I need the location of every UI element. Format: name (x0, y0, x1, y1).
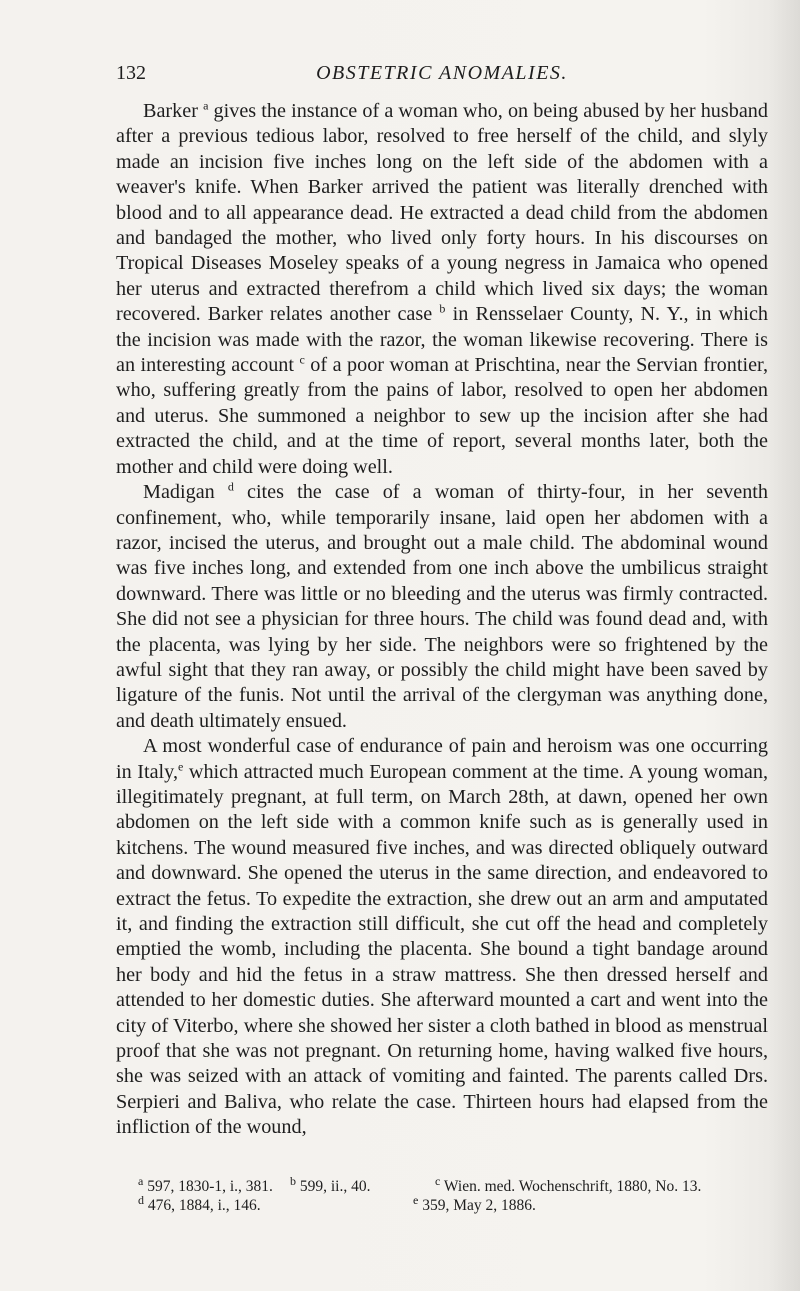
body-text (116, 99, 768, 1141)
footnote-row (116, 1173, 768, 1196)
footnote-text: 599, ii., 40. (296, 1178, 371, 1195)
footnote-e (413, 1192, 768, 1215)
paragraph (116, 480, 768, 734)
footnote-text: Wien. med. Wochenschrift, 1880, No. 13. (440, 1178, 702, 1195)
text-run: A most wonderful case of endurance of pain and heroism was one occurring in Italy, (116, 735, 768, 783)
text-run: which attracted much European comment at the time. A young woman, illegitimately pregnant, at full term, on March 28th, at dawn, opened her own abdomen on the left side with a common knife such as is generally used in kitchens. The wound measured five inches, and was directed obliquely outward and downward. She opened the uterus in the same direction, and endeavored to extract the fetus. To expedite the extraction, she drew out an arm and amputated it, and finding the extraction still difficult, she cut off the head and completely emptied the womb, including the placenta. She bound a tight bandage around her body and hid the fetus in a straw mattress. She then dressed herself and attended to her domestic duties. She afterward mounted a cart and went into the city of Viterbo, where she showed her sister a cloth bathed in blood as menstrual proof that she was not pregnant. On returning home, having walked five hours, she was seized with an attack of vomiting and fainted. The parents called Drs. Serpieri and Baliva, who relate the case. Thirteen hours had elapsed from the infliction of the wound, (116, 760, 769, 1139)
paragraph (116, 99, 768, 480)
footnote-mark: a (138, 1173, 144, 1188)
text-run: in Rensselaer County, N. Y., in which the incision was made with the razor, the woman likewise recovering. There is an interesting account (116, 303, 768, 377)
footnote-reference: b (439, 301, 446, 316)
text-run: gives the instance of a woman who, on being abused by her husband after a previous tedious labor, resolved to free herself of the child, and slyly made an incision five inches long on the left side of the abdomen with a weaver's knife. When Barker arrived the patient was literally drenched with blood and to all appearance dead. He extracted a dead child from the abdomen and bandaged the mother, who lived only forty hours. In his discourses on Tropical Diseases Moseley speaks of a young negress in Jamaica who opened her uterus and extracted therefrom a child which lived six days; the woman recovered. Barker relates another case (116, 100, 768, 326)
footnote-text: 597, 1830-1, i., 381. (143, 1178, 273, 1195)
footnote-mark: e (413, 1192, 419, 1207)
running-title: OBSTETRIC ANOMALIES. (316, 62, 568, 84)
footnote-row (116, 1192, 768, 1215)
footnote-reference: c (299, 352, 305, 367)
text-run: cites the case of a woman of thirty-four, in her seventh confinement, who, while temporarily insane, laid open her abdomen with a razor, incised the uterus, and brought out a male child. The abdominal wound was five inches long, and extended from one inch above the umbilicus straight downward. There was little or no bleeding and the uterus was firmly contracted. She did not see a physician for three hours. The child was found dead and, with the placenta, was lying by her side. The neighbors were so frightened by the awful sight that they ran away, or possibly the child might have been saved by ligature of the funis. Not until the arrival of the clergyman was anything done, and death ultimately ensued. (116, 481, 768, 732)
text-run: Barker (143, 100, 204, 122)
page-header (116, 62, 768, 92)
footnote-mark: b (290, 1173, 296, 1188)
footnote-d (116, 1192, 413, 1215)
text-run: of a poor woman at Prischtina, near the Servian frontier, who, suffering greatly from the pains of labor, resolved to open her abdomen and uterus. She summoned a neighbor to sew up the incision after she had extracted the child, and at the time of report, several months later, both the mother and child were doing well. (116, 354, 768, 478)
footnote-text: 476, 1884, i., 146. (144, 1197, 261, 1214)
footnotes (116, 1173, 768, 1215)
footnote-reference: d (227, 479, 234, 494)
paragraph (116, 734, 768, 1141)
footnote-reference: a (203, 98, 209, 113)
page-number: 132 (116, 62, 146, 84)
footnote-c (435, 1173, 768, 1196)
footnote-mark: d (138, 1192, 144, 1207)
text-run: Madigan (143, 481, 228, 504)
footnote-mark: c (435, 1173, 441, 1188)
footnote-reference: e (178, 758, 184, 773)
footnote-text: 359, May 2, 1886. (418, 1197, 536, 1214)
